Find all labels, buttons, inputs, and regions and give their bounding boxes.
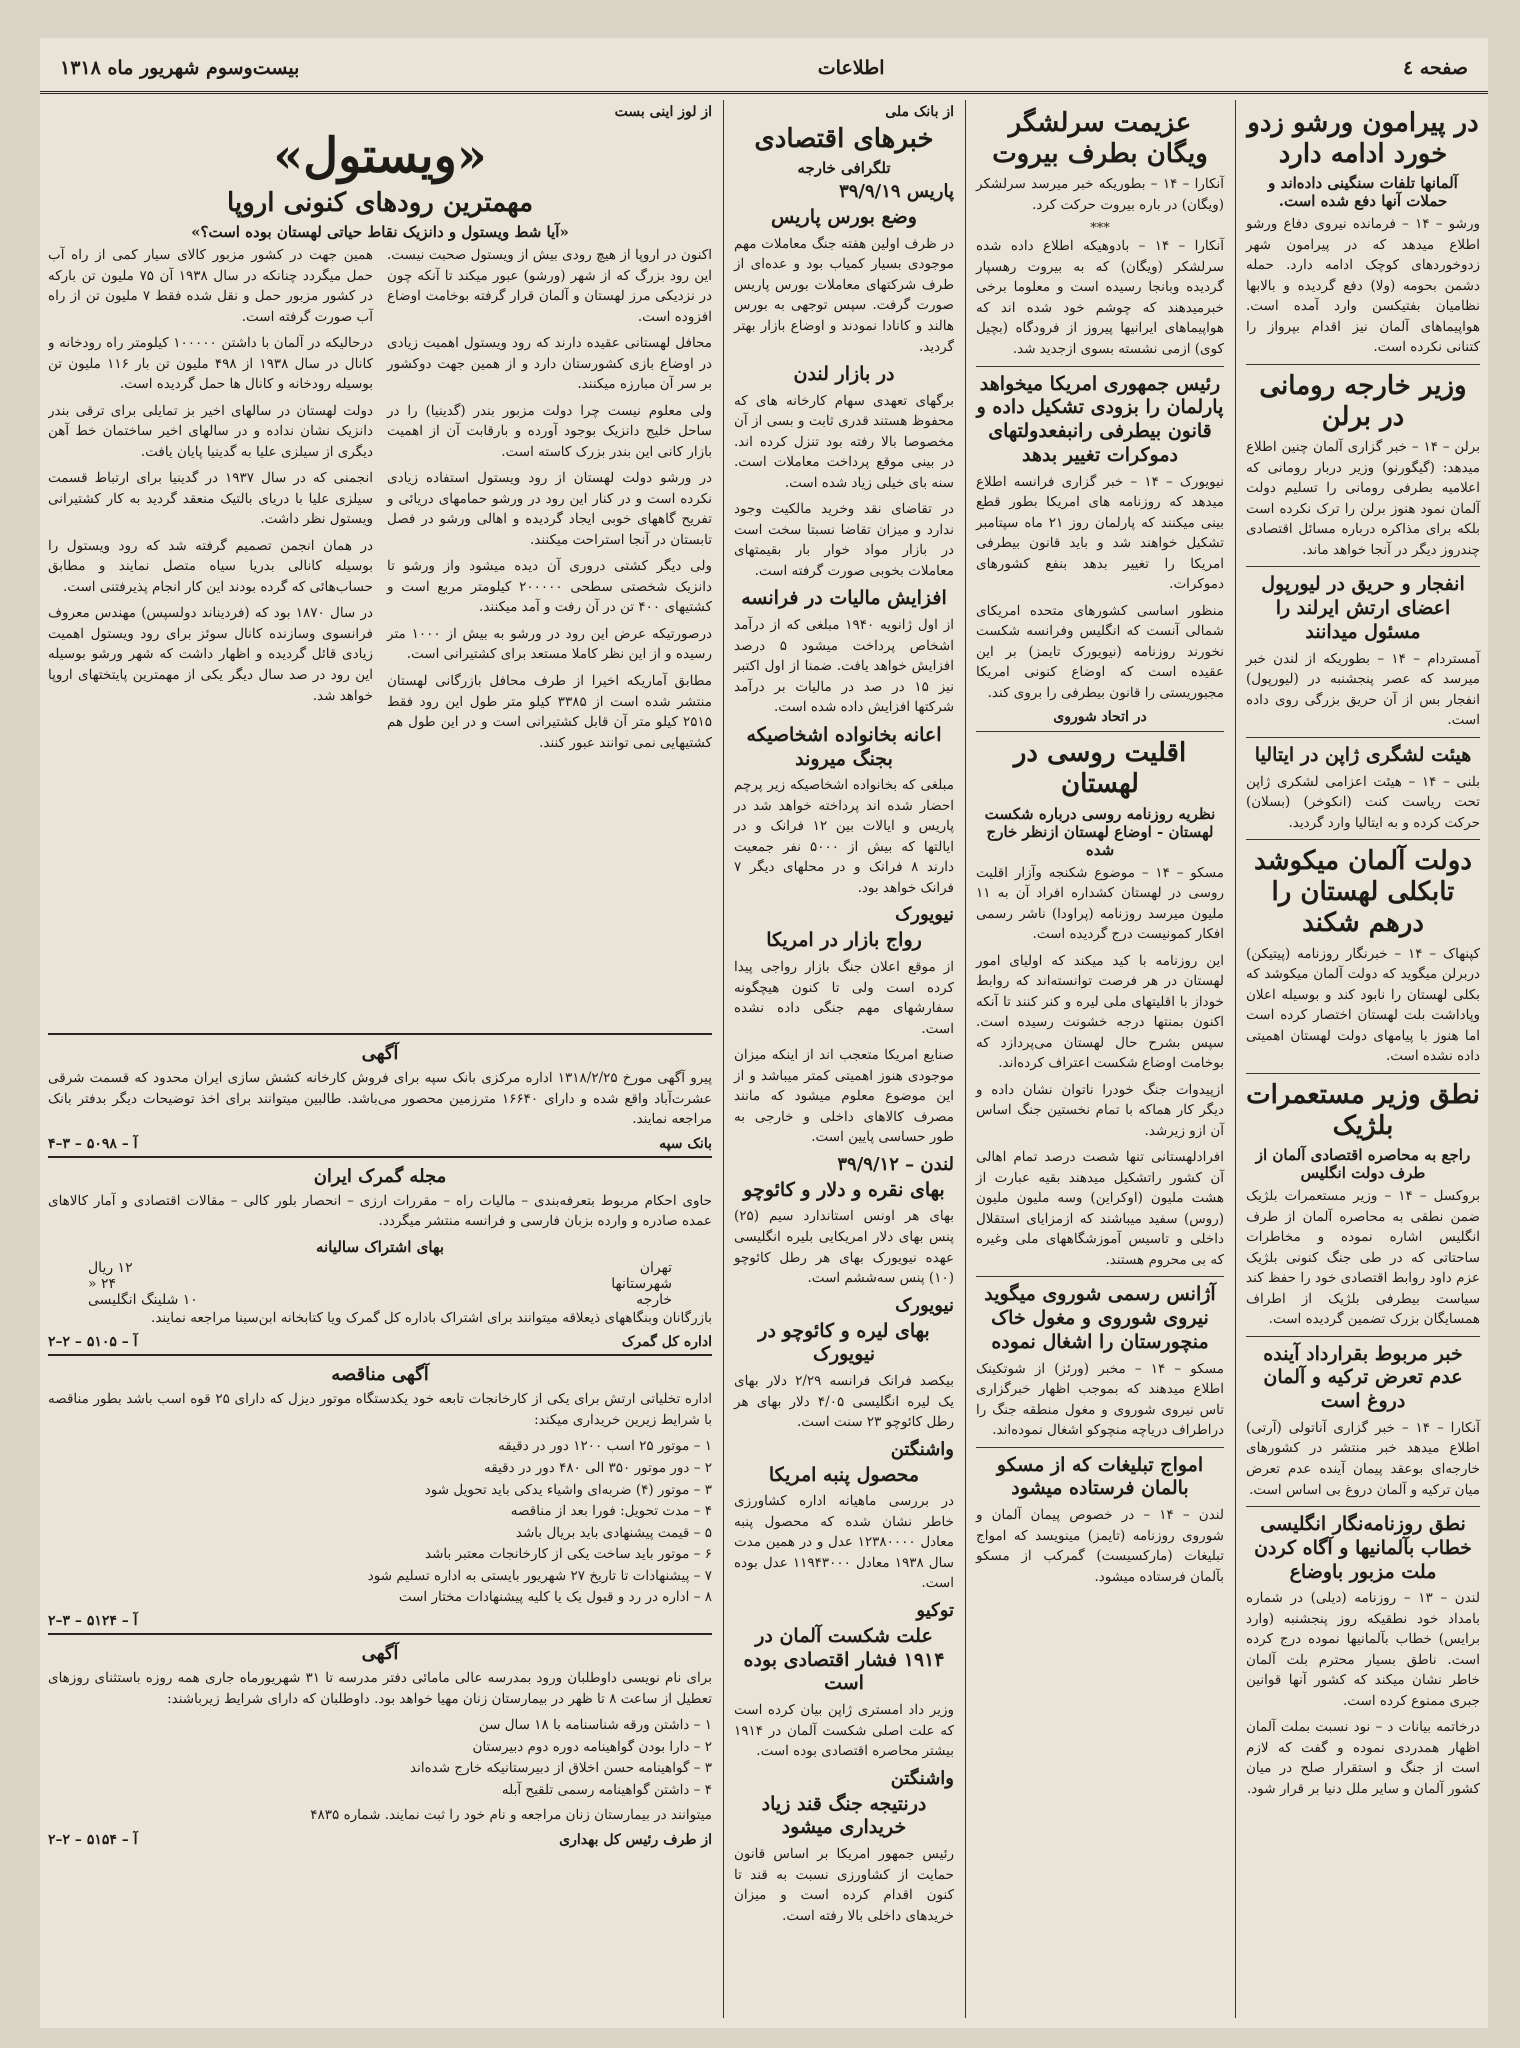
list-item: ۳ – موتور (۴) ضربه‌ای واشیاء یدکی باید تحویل شود <box>424 1481 712 1498</box>
list-item: ۲ – دور موتور ۳۵۰ الی ۴۸۰ دور در دقیقه <box>484 1459 712 1476</box>
article-warsaw: ورشو – ۱۴ – فرمانده نیروی دفاع ورشو اطلاع میدهد که در پیرامون شهر زدوخوردهای کوچک ادامه دارد. حمله دشمن بحومه (ولا) دفع گردیده و بالابها نظامیان بفتیکسن وارد آمده است. هواپیماهای آلمان نیز اقدام بپرواز را کتنانی نکرده است. <box>1246 216 1480 356</box>
list-item: ۲ – دارا بودن گواهینامه دوره دوم دبیرستان <box>472 1738 712 1755</box>
ad-midwifery-code: آ – ۵۱۵۴ – ۲–۲ <box>48 1831 138 1848</box>
dateline-washington: واشنگتن <box>890 1438 954 1460</box>
headline-paris-bourse: وضع بورس پاریس <box>771 206 917 229</box>
ad-customs-code: آ – ۵۱۰۵ – ۲–۲ <box>48 1334 138 1351</box>
article-1914-defeat: وزیر داد امستری ژاپن بیان کرده است که علت اصلی شکست آلمان در ۱۹۱۴ بیشتر محاصره اقتصادی بوده است. <box>734 1702 954 1760</box>
ad-tender <box>48 1356 712 1635</box>
headline-us-president: رئیس جمهوری امریکا میخواهد پارلمان را بزودی تشکیل داده و قانون بیطرفی رانبفعدولتهای دموکرات تغییر بدهد <box>976 372 1224 466</box>
vistula-para-b5: در همان انجمن تصمیم گرفته شد که رود ویستول را بوسیله کانالی بدریا سیاه متصل نمایند و مطابق حساب‌هائی که گرده بودند این کار انجام پذیرفتنی است. <box>48 537 373 595</box>
list-item: ۱ – داشتن ورقه شناسنامه با ۱۸ سال سن <box>478 1717 712 1734</box>
article-russian-minority-3: ازپیدوات جنگ خودرا ناتوان نشان داده و دیگر کار هماکه با تمام نخستین جنگ اساس آن ازو زیرشد. <box>976 1081 1224 1139</box>
ad-midwifery <box>48 1635 712 1852</box>
subhead-economic-news: تلگرافی خارجه <box>797 159 891 178</box>
headline-propaganda: امواج تبلیغات که از مسکو بالمان فرستاده میشود <box>996 1453 1204 1500</box>
headline-sugar: درنتیجه جنگ قند زیاد خریداری میشود <box>761 1792 927 1839</box>
ad-customs-note: بازرگانان وبنگاههای ذیعلاقه میتوانند برای اشتراک باداره کل گمرک ویا کتابخانه ابن‌سینا مراجعه نمایند. <box>151 1309 712 1326</box>
column-1 <box>1238 100 1488 2018</box>
ad-bank-sepah-body: پیرو آگهی مورخ ۱۳۱۸/۲/۲۵ اداره مرکزی بانک سپه برای فروش کارخانه کشش سازی ایران محدود که قسمت شرقی عشرت‌آباد واقع شده و دارای ۱۶۶۴۰ مترزمین محصور می‌باشد. طالبین میتوانند برای اخذ توضیحات دیگر بدفتر بانک مراجعه نمایند. <box>48 1070 712 1128</box>
rate-place: خارجه <box>636 1291 672 1308</box>
ad-midwifery-note: میتوانند در بیمارستان زنان مراجعه و نام خود را ثبت نمایند. شماره ۴۸۳۵ <box>310 1807 712 1824</box>
column-4 <box>40 100 720 2018</box>
headline-turkey: خبر مربوط بقرارداد آینده عدم تعرض ترکیه و آلمان دروغ است <box>1263 1342 1463 1413</box>
subtitle-vistula: مهمترین رودهای کنونی اروپا <box>226 188 534 218</box>
vistula-para-b1: همین جهت در کشور مزبور کالای سیار کمی از راه آب حمل میگردد چنانکه در سال ۱۹۳۸ آن ۷۵ ملیون تن بارکه در کشور مزبور حمل و نقل شده فقط ۷ ملیون تن از راه آب صورت گرفته است. <box>48 247 374 325</box>
headline-cotton: محصول پنبه امریکا <box>768 1463 920 1486</box>
vistula-para-a4: در ورشو دولت لهستان از رود ویستول استفاده زیادی نکرده است و در کنار این رود در ورشو حمامهای دریائی و تفریح گاههای خوبی ایجاد گردیده و اهالی ورشو در فصل تابستان در آنجا استراحت میکنند. <box>387 470 712 548</box>
headline-weygand: عزیمت سرلشگر ویگان بطرف بیروت <box>992 108 1208 170</box>
page-number: صفحه ٤ <box>1402 57 1468 79</box>
list-item: ۳ – گواهینامه حسن اخلاق از دبیرستانیکه خارج شده‌اند <box>410 1760 712 1777</box>
article-russian-minority-2: این روزنامه با کید میکند که اولیای امور لهستان در هر فرصت توانسته‌اند که روابط خوداز با اقلیتهای ملی لیره و کنر کنند تا آنکه اکنون بمنتها درجه خشونت رسیده است. سپس بشرح حال لهستان می‌پردازد که بوخامت اوضاع شکست اعتراف کرده‌اند. <box>976 952 1224 1072</box>
column-2 <box>968 100 1232 2018</box>
vistula-para-a1: اکنون در اروپا از هیچ رودی بیش از ویستول صحبت نیست. این رود بزرگ که از شهر (ورشو) عبور میکند تا آنکه چون در نزدیکی مرز لهستان و آلمان قرار گرفته بوخامت اوضاع افزوده است. <box>387 247 712 325</box>
article-silver-dollar: بهای هر اونس استاندارد سیم (۲۵) پنس بهای دلار امریکایی بلیره انگلیسی عهده نیویورک بهای هر رطل کائوچو (۱۰) پنس سه‌ششم است. <box>734 1208 954 1287</box>
dateline-newyork-2: نیویورک <box>895 1294 954 1316</box>
issue-date: بیست‌وسوم شهریور ماه ۱۳۱۸ <box>60 57 300 79</box>
title-vistula: «ویستول» <box>273 128 487 184</box>
headline-journalist: نطق روزنامه‌نگار انگلیسی خطاب بآلمانیها و آگاه کردن ملت مزبور باوضاع <box>1254 1513 1472 1583</box>
masthead <box>40 48 1488 88</box>
rate-place: شهرستانها <box>611 1275 672 1292</box>
list-item: ۴ – داشتن گواهینامه رسمی تلقیح آبله <box>501 1781 712 1798</box>
vistula-para-a2: محافل لهستانی عقیده دارند که رود ویستول اهمیت زیادی در اوضاع بازی کشورستان دارد و از همین جهت دوکشور بر سر آن مبارزه میکنند. <box>387 335 712 393</box>
vistula-para-a7: مطابق آماریکه اخیرا از طرف محافل بازرگانی لهستان منتشر شده است از ۳۳۸۵ کیلو متر طول این رود فقط ۲۵۱۵ کیلو متر آن قابل کشتیرانی است و در این طول هم کشتیهایی نمی توانند عبور کنند. <box>387 672 712 751</box>
rate-price: ۲۴ « <box>88 1275 117 1292</box>
article-propaganda: لندن – ۱۴ – در خصوص پیمان آلمان و شوروی روزنامه (تایمز) مینویسد که امواج تبلیغات (مارکسیست) گمرکب از مسکو بآلمان فرستاده میشود. <box>976 1507 1224 1585</box>
dateline-washington-2: واشنگتن <box>890 1767 954 1789</box>
vistula-para-b3: دولت لهستان در سالهای اخیر بز تمایلی برای ترقی بندر دانزیک نشان نداده و در سالهای اخیر ساختمان خط آهن دیگری از سیلزی علیا به گدینیا پایان یافت. <box>48 402 373 460</box>
headline-silver-dollar: بهای نقره و دلار و کائوچو <box>743 1178 945 1201</box>
headline-pound-rubber: بهای لیره و کائوچو در نیویورک <box>758 1319 930 1366</box>
article-weygand: آنکارا – ۱۴ – بطوریکه خبر میرسد سرلشکر (ویگان) در باره بیروت حرکت کرد. <box>976 176 1224 213</box>
dateline-tokyo: توکیو <box>916 1599 954 1621</box>
article-pound-rubber: بیکصد فرانک فرانسه ۲/۲۹ دلار بهای یک لیره انگلیسی ۴/۰۵ دلار بهای هر رطل کائوچو ۲۳ سنت است. <box>734 1373 954 1431</box>
article-germany-poland: کپنهاک – ۱۴ – خبرنگار روزنامه (پیتیکن) دربرلن میگوید که دولت آلمان میکوشد که بکلی لهستان را نابود کند و بوسیله اعلان وپاداشت بلت لهستان اختصار کرده است اما هنوز با پیامهای دولت لهستان اهمیتی داده نشده است. <box>1246 945 1480 1065</box>
article-journalist: لندن – ۱۳ – روزنامه (دیلی) در شماره بامداد خود نطقیکه روز پنجشنبه (وارد برایس) خطاب بآلمانیها نموده درج کرده است. ناطق بسیار محترم بلت آلمان خاطر نشان میکند که کشور آنها قوانین جبری ممنوع کرده است. <box>1246 1590 1480 1709</box>
headline-us-market: رواج بازار در امریکا <box>766 929 922 952</box>
list-item: ۵ – قیمت پیشنهادی باید بریال باشد <box>515 1524 712 1541</box>
article-london-market-2: در تقاضای نقد وخرید مالکیت وجود ندارد و میزان تقاضا نسبتا سخت است در بازار مواد خوار بار بقیمتهای معاملات بخوبی صورت گرفته است. <box>734 501 954 579</box>
ad-midwifery-body: برای نام نویسی داوطلبان ورود بمدرسه عالی مامائی دفتر مدرسه تا ۳۱ شهریورماه جاری همه روزه باستثنای روزهای تعطیل از ساعت ۸ تا ظهر در بیمارستان زنان مهیا خواهد بود. داوطلبان که دارای شرایط زیرباشند: <box>48 1670 712 1707</box>
separator-stars: *** <box>1090 221 1110 237</box>
rate-place: تهران <box>639 1259 672 1276</box>
article-romania: برلن – ۱۴ – خبر گزاری آلمان چنین اطلاع میدهد: (گیگورنو) وزیر دربار رومانی که اعلامیه بطرفی رومانی را تسلیم دولت آلمان نمود هنوز برلن را ترک نکرده است بلکه برای مذاکره درباره مسائل اقتصادی چندروز دیگر در آنجا خواهد ماند. <box>1246 439 1480 558</box>
article-russian-minority: مسکو – ۱۴ – موضوع شکنجه وآزار اقلیت روسی در لهستان کشداره افراد آن به ۱۱ ملیون میرسد روزنامه (پراودا) ناشر رسمی افکار کمونیست درج گردیده است. <box>976 864 1224 943</box>
ad-tender-title: آگهی مناقصه <box>331 1364 429 1386</box>
headline-london-market: در بازار لندن <box>793 363 895 386</box>
headline-japan: هیئت لشگری ژاپن در ایتالیا <box>1254 743 1472 766</box>
subhead-belgium: راجع به محاصره اقتصادی آلمان از طرف دولت انگلیس <box>1255 1146 1471 1183</box>
ad-customs-magazine <box>48 1158 712 1357</box>
rate-row <box>48 1260 712 1276</box>
vistula-para-b6: در سال ۱۸۷۰ بود که (فردیناند دولسپس) مهندس معروف فرانسوی وسازنده کانال سوئز برای رود ویستول اهمیت زیادی قائل گردیده و اظهار داشت که شهر ورشو بوسیله این رود در صد سال دیگر یکی از مهمترین پایتختهای اروپا خواهد شد. <box>48 605 373 704</box>
source-bank-melli: از بانک ملی <box>885 104 954 120</box>
article-france-tax: از اول ژانویه ۱۹۴۰ مبلغی که از درآمد اشخاص پرداخت میشود ۵ درصد افزایش خواهد یافت. ضمنا از اول اکتبر نیز ۱۵ در صد در مالیات بر درآمد شرکتها افزایش داده شده است. <box>734 617 954 716</box>
list-item: ۶ – موتور باید ساخت یکی از کارخانجات معتبر باشد <box>425 1546 712 1563</box>
source-vistula: از لوز اینی بست <box>614 104 712 120</box>
rate-row <box>48 1276 712 1292</box>
article-journalist-end: درخاتمه بیانات د – نود نسبت بملت آلمان اظهار همدردی نموده و گفت که لازم است از جنگ و استقرار صلح در میان کشور آلمان و سایر ملل دنیا بر قرار شود. <box>1246 1719 1480 1797</box>
article-cotton: در بررسی ماهیانه اداره کشاورزی خاطر نشان شده که محصول پنبه معادل ۱۲۳۸۰۰۰۰ عدل و در همین مدت سال ۱۹۳۸ معادل ۱۱۹۴۳۰۰۰ عدل بوده است. <box>734 1493 954 1592</box>
article-belgium: بروکسل – ۱۴ – وزیر مستعمرات بلژیک ضمن نطقی به محاصره آلمان از طرف انگلیس اشاره نموده و مخاطرات ساحتاتی که در طی جنگ کنونی بلژیک عزم داود روابط اقتصادی خود را حفظ کند سیاست بیطرفی بلژیک از اطراف همسایگان بزرک تضمین گردیده است. <box>1246 1188 1480 1328</box>
ad-customs-title: مجله گمرک ایران <box>313 1165 447 1187</box>
article-us-market-2: صنایع امریکا متعجب اند از اینکه میزان موجودی هنوز اهمیتی کمتر میباشد و از این موضوع معلوم میشود که مانند مصرف کالاهای داخلی و خارجی به طور حساسی پایین است. <box>734 1047 954 1146</box>
vistula-para-a3: ولی معلوم نیست چرا دولت مزبور بندر (گدینیا) را در ساحل خلیج دانزیک بوجود آورده و بارقابت آن از اهمیت بازار کانی این بندر بزرک کاسته است. <box>387 402 712 460</box>
headline-russian-minority: اقلیت روسی در لهستان <box>1013 738 1187 800</box>
vistula-para-a6: درصورتیکه عرض این رود در ورشو به بیش از ۱۰۰۰ متر رسیده و از این نظر کاملا مستعد برای کشتیرانی است. <box>387 625 712 663</box>
rate-row <box>48 1292 712 1308</box>
headline-warsaw: در پیرامون ورشو زدو خورد ادامه دارد <box>1247 108 1479 170</box>
headline-liverpool: انفجار و حریق در لیورپول اعضای ارتش ایرلند را مسئول میدانند <box>1261 573 1465 643</box>
ad-midwifery-sign: از طرف رئیس کل بهداری <box>559 1831 712 1848</box>
rate-price: ۱۰ شلینگ انگلیسی <box>88 1291 198 1308</box>
headline-romania: وزیر خارجه رومانی در برلن <box>1259 370 1467 433</box>
vistula-article <box>48 245 712 1033</box>
list-item: ۸ – اداره در رد و قبول یک یا کلیه پیشنهادات مختار است <box>398 1589 712 1606</box>
article-liverpool: آمستردام – ۱۴ – بطوریکه از لندن خبر میرسد که عصر پنجشنبه در (لیورپول) انفجار بس از آن حریق بزرگی روی داده است. <box>1246 650 1480 729</box>
dateline-london: لندن – ۳۹/۹/۱۲ <box>837 1153 954 1175</box>
headline-1914-defeat: علت شکست آلمان در ۱۹۱۴ فشار اقتصادی بوده است <box>743 1624 945 1695</box>
article-london-market: برگهای تعهدی سهام کارخانه های که محفوظ هستند قدری ثابت و بسی از آن مخصوصا بالا رفته بود تنزل کرده اند. در بینی موقع پرداخت معاملات است. سنه بای خیلی زیاد شده است. <box>734 392 954 491</box>
list-item: ۷ – پیشنهادات تا تاریخ ۲۷ شهریور بایستی به اداره تسلیم شود <box>367 1567 712 1584</box>
ad-tender-body: اداره تخلیاتی ارتش برای یکی از کارخانجات تابعه خود یکدستگاه موتور دیزل که دارای ۲۵ قوه اسب باشد بطور مناقصه با شرایط زیرین خریداری میکند: <box>48 1391 712 1428</box>
article-turkey: آنکارا – ۱۴ – خبر گزاری آناتولی (آرتی) اطلاع میدهد خبر منتشر در کشورهای خارجه‌ای بوعقد پیمان آینده عدم تعرض میان ترکیه و آلمان دروغ بی اساس است. <box>1246 1419 1480 1498</box>
vistula-para-b2: درحالیکه در آلمان با داشتن ۱۰۰۰۰۰ کیلومتر راه رودخانه و کانال در سال ۱۹۳۸ از ۴۹۸ ملیون تن بار ۱۱۶ ملیون تن بوسیله رودخانه و کانال ها حمل گردیده است. <box>48 335 374 393</box>
dateline-paris: پاریس ۳۹/۹/۱۹ <box>839 181 954 203</box>
ad-midwifery-title: آگهی <box>361 1643 399 1665</box>
list-item: ۴ – مدت تحویل: فورا بعد از مناقصه <box>510 1503 712 1520</box>
article-us-market: از موقع اعلان جنگ بازار رواجی پیدا کرده است ولی تا کنون هیچگونه سفارشهای مهم جنگی داده نشده است. <box>734 959 954 1037</box>
question-vistula: «آیا شط ویستول و دانزیک نقاط حیاتی لهستان بوده است؟» <box>191 223 569 242</box>
article-paris-bourse: در ظرف اولین هفته جنگ معاملات مهم موجودی بسیار کمیاب بود و عده‌ای از طرف شرکتهای معاملات بورس پاریس صورت گرفت. سپس توجهی به بورس هالند و کانادا نمودند و اوضاع بازار بهتر گردید. <box>734 235 954 355</box>
article-war-families: مبلغی که بخانواده اشخاصیکه زیر پرچم احضار شده اند پرداخته خواهد شد در پاریس و ایالات بین ۱۲ فرانک و در ایالتها که بیش از ۵۰۰۰ نفر جمعیت دارند ۸ فرانک و در محلهای دیگر ۷ فرانک خواهد بود. <box>734 777 954 896</box>
newspaper-page <box>40 38 1488 2028</box>
headline-war-families: اعانه بخانواده اشخاصیکه بجنگ میروند <box>746 723 942 770</box>
article-sugar: رئیس جمهور امریکا بر اساس قانون حمایت از کشاورزی نسبت به قند تا کنون اقدام کرده است و میزان خریدهای داخلی بالا رفته است. <box>734 1846 954 1924</box>
ad-customs-subtitle: بهای اشتراک سالیانه <box>316 1237 444 1256</box>
article-us-president: نیویورک – ۱۴ – خبر گزاری فرانسه اطلاع میدهد که روزنامه های امریکا بطور قطع بینی میکنند که پارلمان روز ۲۱ ماه سپتامبر تشکیل خواهند شد و باید قانون بیطرفی امریکا را تغییر بدهد بنفع کشورهای دموکرات. <box>976 473 1225 593</box>
list-item: ۱ – موتور ۲۵ اسب ۱۲۰۰ دور در دقیقه <box>498 1438 712 1455</box>
vistula-para-a5: ولی دیگر کشتی دروری آن دیده میشود واز ورشو تا دانزیک شخصتی سطحی ۲۰۰۰۰۰ کیلومتر مربع است و کشتیهای ۴۰۰ تن در آن رفت و آمد میکنند. <box>387 558 712 616</box>
ad-midwifery-list <box>48 1715 712 1801</box>
ad-bank-sepah-title: آگهی <box>361 1043 399 1065</box>
ad-tender-list <box>48 1436 712 1609</box>
ad-customs-sign: اداره کل گمرک <box>621 1334 712 1351</box>
dateline-newyork: نیویورک <box>895 904 954 926</box>
section-soviet: در اتحاد شوروی <box>1053 709 1147 726</box>
subhead-russian-minority: نظریه روزنامه روسی درباره شکست لهستان - اوضاع لهستان ازنظر خارج شده <box>984 804 1216 859</box>
ad-bank-sepah-sign: بانک سپه <box>659 1135 712 1152</box>
article-us-president-2: منظور اساسی کشورهای متحده امریکای شمالی آنست که انگلیس وفرانسه شکست نخورند روزنامه (نیویورک تایمز) بر این عقیده است که اوضاع کنونی امریکا مجبوریستی را قانون بیطرفی را بروی کند. <box>976 602 1224 701</box>
article-japan: بلنی – ۱۴ – هیئت اعزامی لشکری ژاپن تحت ریاست کنت (انکوخر) (بسلان) حرکت کرده و به ایتالیا وارد گردید. <box>1246 773 1480 831</box>
headline-germany-poland: دولت آلمان میکوشد تابکلی لهستان را درهم شکند <box>1254 846 1472 939</box>
ad-bank-sepah-code: آ – ۵۰۹۸ – ۳–۴ <box>48 1135 138 1152</box>
paper-name: اطلاعات <box>817 57 885 79</box>
ad-customs-body: حاوی احکام مربوط بتعرفه‌بندی – مالیات راه – مقررات ارزی – انحصار بلور کالی – مقالات اقتصادی و آمار کالاهای عمده صادره و وارده بزبان فارسی و فرانسه منتشر میگردد. <box>48 1192 712 1230</box>
column-3 <box>726 100 962 2018</box>
rate-price: ۱۲ ریال <box>88 1259 133 1276</box>
ad-tender-code: آ – ۵۱۲۴ – ۳–۲ <box>48 1613 138 1630</box>
subhead-warsaw: آلمانها تلفات سنگینی داده‌اند و حملات آنها دفع شده است. <box>1268 174 1458 211</box>
vistula-para-b4: انجمنی که در سال ۱۹۳۷ در گدینیا برای ارتباط قسمت سیلزی علیا با دریای بالتیک منعقد گردید به کار کشتیرانی ویستول نظر داشت. <box>48 470 373 528</box>
article-manchuria: مسکو – ۱۴ – مخبر (ورئز) از شوتکینک اطلاع میدهند که بموجب اظهار خبرگزاری تاس نیروی شوروی و مغول منطقه جنگ را دراطراف دریاچه منچوکو اشغال نموده‌اند. <box>976 1360 1224 1439</box>
article-weygand-2: آنکارا – ۱۴ – بادوهیکه اطلاع داده شده سرلشکر (ویگان) که به بیروت رهسپار گردیده وبانجا رسیده است و معلوما برخی خبرمیدهند که چوشم خود شده اند که هواپیماهای ایرانیها پیروز از فرودگاه (بچیل کوی) ازمی نشسته بسوی ازجدید شد. <box>976 238 1224 357</box>
ad-bank-sepah <box>48 1033 712 1158</box>
headline-manchuria: آژانس رسمی شوروی میگوید نیروی شوروی و مغول خاک منچورستان را اشغال نموده <box>984 1283 1216 1353</box>
headline-economic-news: خبرهای اقتصادی <box>754 124 934 154</box>
headline-france-tax: افزایش مالیات در فرانسه <box>741 587 947 610</box>
article-russian-minority-4: افرادلهستانی تنها شصت درصد تمام اهالی آن کشور راتشکیل میدهند بقیه عبارت از هشت ملیون (اوکراین) وسه ملیون ملیون (روس) سفید میباشند که ازمزایای استقلال داخلی و تاسیس آموزشگاههای ملی وغیره که بی محروم هستند. <box>976 1149 1224 1268</box>
headline-belgium: نطق وزیر مستعمرات بلژیک <box>1246 1079 1480 1141</box>
